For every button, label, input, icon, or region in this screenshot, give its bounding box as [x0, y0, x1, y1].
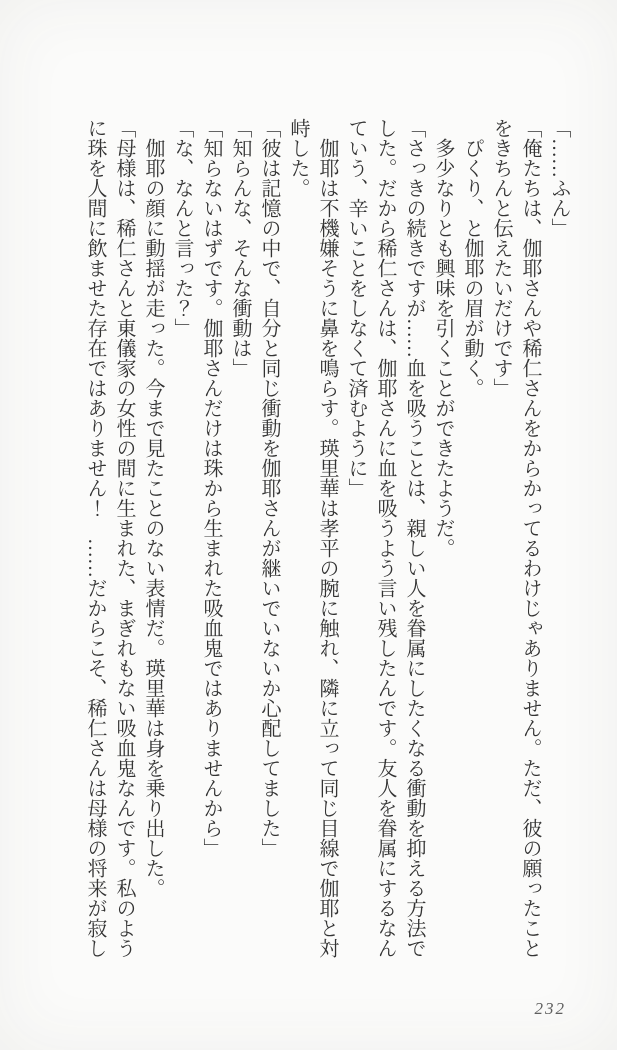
text-column-11: 「彼は記憶の中で、自分と同じ衝動を伽耶さんが継いでいないか心配してました」	[258, 118, 280, 858]
text-column-04: ぴくり、と伽耶の眉が動く。	[461, 118, 483, 398]
text-column-08: ていう、辛いことをしなくて済むように」	[345, 118, 367, 498]
text-column-13: 「知らないはずです。伽耶さんだけは珠から生まれた吸血鬼ではありませんから」	[200, 118, 222, 858]
text-column-07: した。だから稀仁さんは、伽耶さんに血を吸うよう言い残したんです。友人を眷属にするなん	[374, 118, 396, 958]
text-column-03: をきちんと伝えたいだけです」	[490, 118, 512, 398]
text-column-09: 伽耶は不機嫌そうに鼻を鳴らす。瑛里華は孝平の腕に触れ、隣に立って同じ目線で伽耶と対	[316, 118, 338, 958]
text-column-17: に珠を人間に飲ませた存在ではありません！ ……だからこそ、稀仁さんは母様の将来が寂し	[84, 118, 106, 958]
text-column-02: 「俺たちは、伽耶さんや稀仁さんをからかってるわけじゃありません。ただ、彼の願ったこと	[519, 118, 541, 958]
text-column-05: 多少なりとも興味を引くことができたようだ。	[432, 118, 454, 558]
text-column-15: 伽耶の顔に動揺が走った。今まで見たことのない表情だ。瑛里華は身を乗り出した。	[142, 118, 164, 898]
text-column-01: 「……ふん」	[548, 118, 570, 238]
vertical-text-block	[80, 118, 573, 966]
text-column-16: 「母様は、稀仁さんと東儀家の女性の間に生まれた、まぎれもない吸血鬼なんです。私のよう	[113, 118, 135, 958]
text-column-14: 「な、なんと言った？」	[171, 118, 193, 338]
text-column-12: 「知らんな、そんな衝動は」	[229, 118, 251, 378]
text-column-06: 「さっきの続きですが……血を吸うことは、親しい人を眷属にしたくなる衝動を抑える方法で	[403, 118, 425, 958]
text-column-10: 峙した。	[287, 118, 309, 198]
page-number: 232	[534, 999, 566, 1018]
